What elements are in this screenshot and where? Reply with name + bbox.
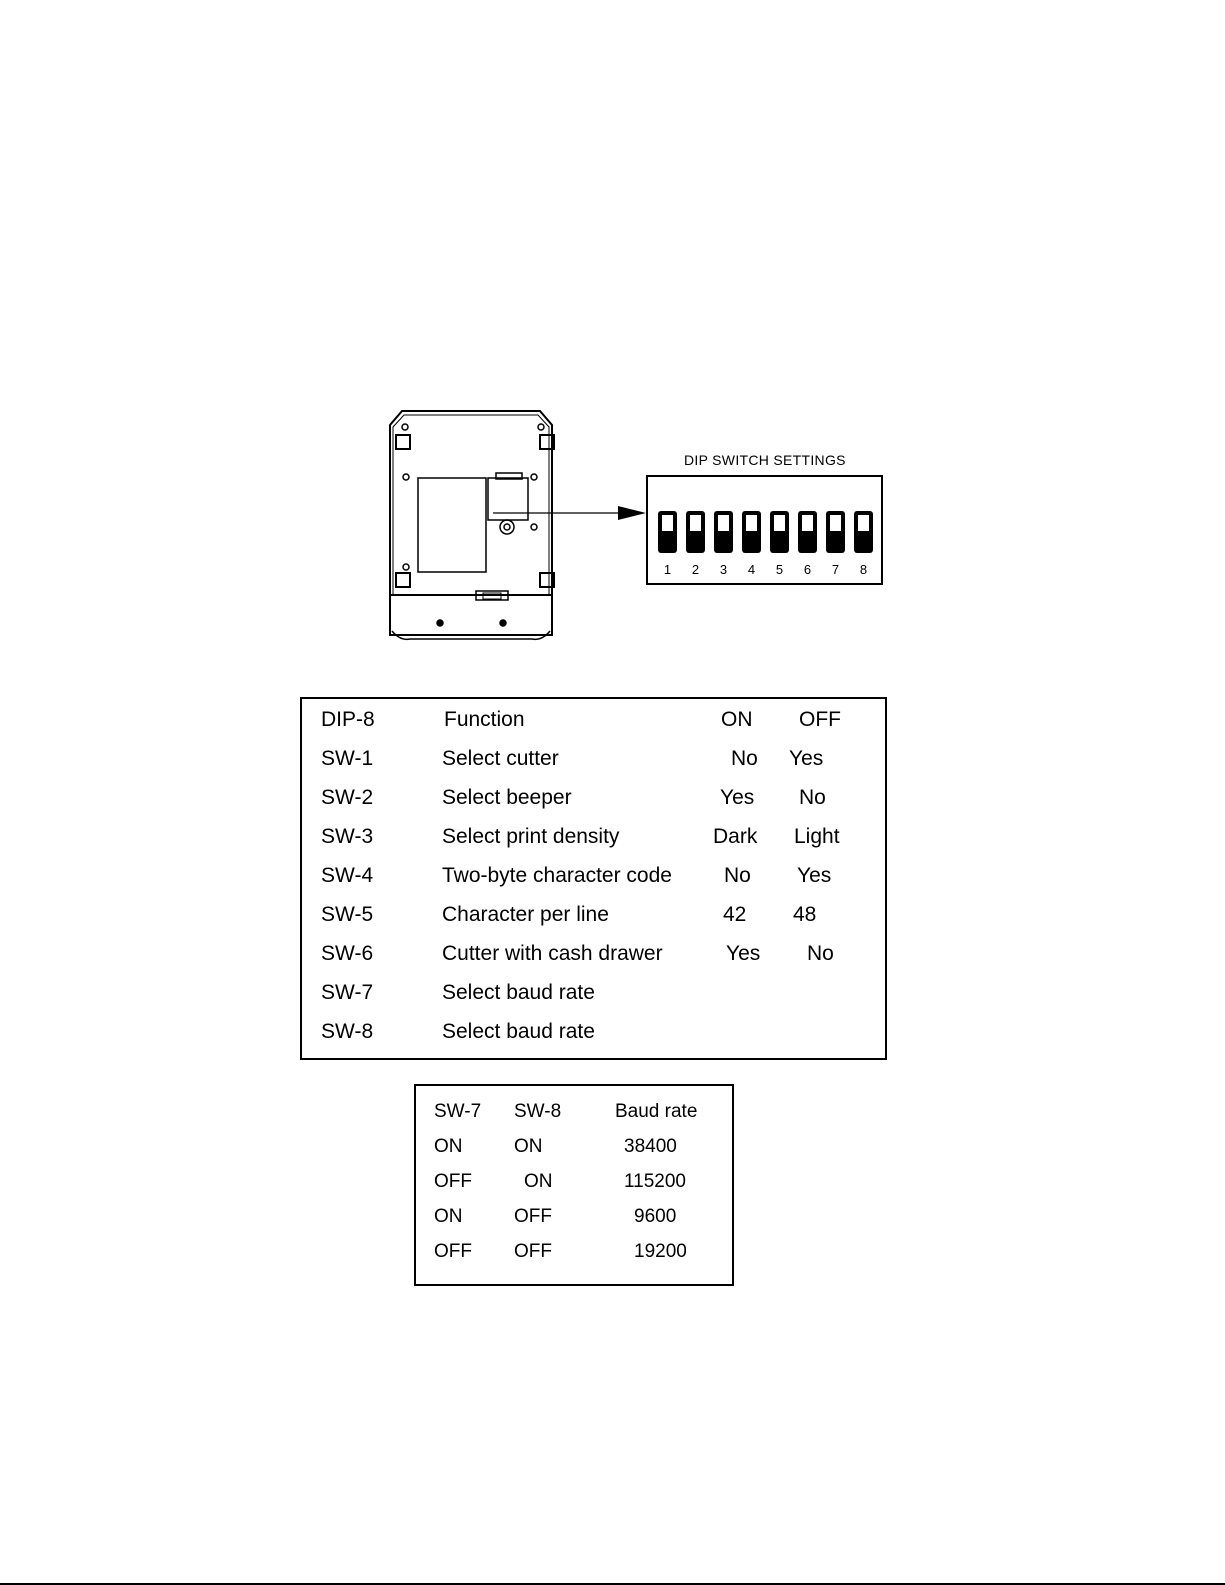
row-off-value: Yes [789,747,824,770]
printer-outline [390,411,552,639]
baud-row-sw8: OFF [514,1206,552,1227]
row-on-value: No [731,747,758,770]
label-panel [418,478,486,572]
dip-switch-number: 7 [831,562,840,577]
baud-row-sw7: ON [434,1136,463,1157]
baud-row-rate: 115200 [624,1171,686,1192]
dip-switch-number: 3 [719,562,728,577]
row-on-value: Dark [713,825,758,848]
header-baud-rate: Baud rate [615,1101,698,1122]
baud-row-sw7: ON [434,1206,463,1227]
row-function: Select baud rate [442,981,595,1004]
row-switch: SW-8 [321,1020,374,1043]
dip-switch-1 [658,511,677,553]
dip-cover [488,473,528,534]
header-function: Function [444,708,525,731]
dip-switch-bank [658,511,873,553]
baud-row-sw7: OFF [434,1171,472,1192]
row-function: Cutter with cash drawer [442,942,663,965]
dip-switch-number: 2 [691,562,700,577]
row-function: Two-byte character code [442,864,672,887]
baud-row-rate: 38400 [624,1136,677,1157]
row-off-value: Yes [797,864,832,887]
row-off-value: Light [794,825,840,848]
dip-switch-7 [826,511,845,553]
row-function: Select baud rate [442,1020,595,1043]
printer-bottom-diagram [380,405,890,645]
rubber-feet [396,435,554,587]
baud-rate-table [414,1084,734,1286]
dip-switch-number: 4 [747,562,756,577]
row-function: Select print density [442,825,620,848]
row-function: Select cutter [442,747,559,770]
dip-switch-number: 6 [803,562,812,577]
baud-row-rate: 19200 [634,1241,687,1262]
row-on-value: 42 [723,903,747,926]
row-on-value: Yes [720,786,755,809]
header-sw7: SW-7 [434,1101,482,1122]
function-table [300,697,887,1060]
row-switch: SW-4 [321,864,374,887]
row-off-value: 48 [793,903,817,926]
dip-switch-number: 5 [775,562,784,577]
row-switch: SW-2 [321,786,374,809]
header-off: OFF [799,708,841,731]
dip-switch-number: 1 [663,562,672,577]
baud-row-sw8: ON [514,1136,543,1157]
row-off-value: No [799,786,826,809]
dip-switch-3 [714,511,733,553]
baud-row-sw8: ON [524,1171,553,1192]
row-on-value: No [724,864,751,887]
dip-switch-2 [686,511,705,553]
dip-switch-number: 8 [859,562,868,577]
dip-switch-settings-title: DIP SWITCH SETTINGS [684,452,846,468]
header-on: ON [721,708,753,731]
dip-switch-4 [742,511,761,553]
baud-row-rate: 9600 [634,1206,677,1227]
row-function: Select beeper [442,786,572,809]
row-on-value: Yes [726,942,761,965]
row-off-value: No [807,942,834,965]
dip-switch-box [647,476,882,584]
pointer-arrow [493,506,646,520]
header-sw8: SW-8 [514,1101,562,1122]
baud-row-sw7: OFF [434,1241,472,1262]
dip-switch-6 [798,511,817,553]
header-switch: DIP-8 [321,708,375,731]
baud-row-sw8: OFF [514,1241,552,1262]
row-switch: SW-6 [321,942,374,965]
dip-switch-5 [770,511,789,553]
row-switch: SW-5 [321,903,374,926]
row-switch: SW-3 [321,825,374,848]
row-switch: SW-7 [321,981,374,1004]
dip-switch-8 [854,511,873,553]
row-switch: SW-1 [321,747,374,770]
row-function: Character per line [442,903,609,926]
